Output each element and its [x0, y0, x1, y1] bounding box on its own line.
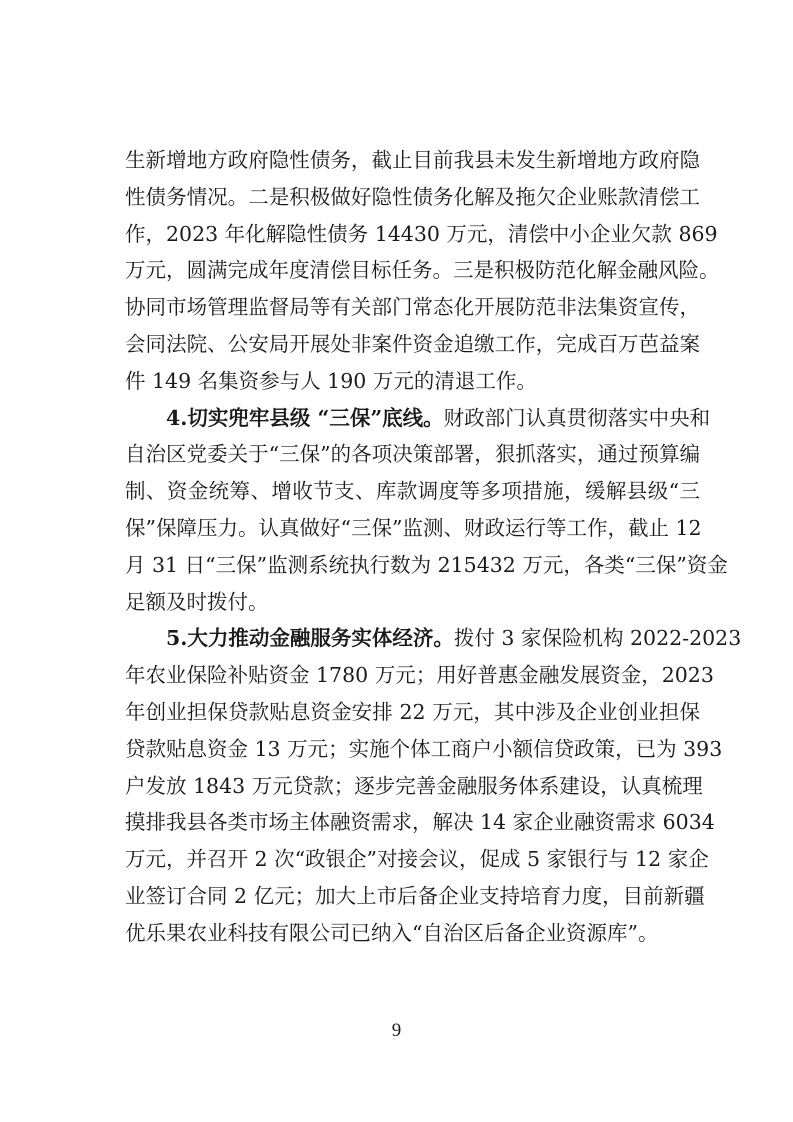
- paragraph-debt-risk: [125, 142, 720, 400]
- text-line: 作，2023 年化解隐性债务 14430 万元，清偿中小企业欠款 869: [125, 221, 718, 246]
- page-number: 9: [391, 1020, 402, 1041]
- paragraph-three-guarantees: [125, 400, 728, 621]
- text-line: 生新增地方政府隐性债务，截止目前我县未发生新增地方政府隐: [125, 148, 700, 172]
- text-line: 优乐果农业科技有限公司已纳入“自治区后备企业资源库”。: [125, 920, 659, 945]
- text-run: 拨付 3 家保险机构 2022-2023: [453, 626, 742, 651]
- text-line: [125, 400, 711, 437]
- text-line: 万元，圆满完成年度清偿目标任务。三是积极防范化解金融风险。: [125, 258, 720, 283]
- text-line: 年农业保险补贴资金 1780 万元；用好普惠金融发展资金，2023: [125, 663, 714, 688]
- text-line: 月 31 日“三保”监测系统执行数为 215432 万元，各类“三保”资金: [125, 552, 728, 577]
- text-line: 业签订合同 2 亿元；加大上市后备企业支持培育力度，目前新疆: [125, 883, 705, 908]
- text-line: 件 149 名集资参与人 190 万元的清退工作。: [125, 368, 537, 393]
- text-line: 万元，并召开 2 次“政银企”对接会议，促成 5 家银行与 12 家企: [125, 847, 709, 872]
- text-line: 性债务情况。二是积极做好隐性债务化解及拖欠企业账款清偿工: [125, 184, 700, 209]
- section-heading: 4.切实兜牢县级 “三保”底线。: [166, 405, 444, 430]
- text-line: 会同法院、公安局开展处非案件资金追缴工作，完成百万芭益案: [125, 331, 700, 356]
- text-line: 摸排我县各类市场主体融资需求，解决 14 家企业融资需求 6034: [125, 810, 715, 835]
- text-line: 贷款贴息资金 13 万元；实施个体工商户小额信贷政策，已为 393: [125, 736, 723, 761]
- text-line: 自治区党委关于“三保”的各项决策部署，狠抓落实，通过预算编: [125, 442, 700, 467]
- text-line: 足额及时拨付。: [125, 589, 269, 614]
- section-heading: 5.大力推动金融服务实体经济。: [166, 626, 454, 651]
- paragraph-financial-services: [125, 620, 742, 951]
- text-line: [125, 620, 742, 657]
- text-line: 制、资金统筹、增收节支、库款调度等多项措施，缓解县级“三: [125, 479, 700, 504]
- text-line: 年创业担保贷款贴息资金安排 22 万元，其中涉及企业创业担保: [125, 699, 700, 724]
- text-line: 协同市场管理监督局等有关部门常态化开展防范非法集资宣传，: [125, 295, 700, 320]
- text-line: 户发放 1843 万元贷款；逐步完善金融服务体系建设，认真梳理: [125, 773, 703, 798]
- text-line: 保”保障压力。认真做好“三保”监测、财政运行等工作，截止 12: [125, 515, 702, 540]
- body-text: [125, 142, 742, 952]
- text-run: 财政部门认真贯彻落实中央和: [443, 405, 711, 430]
